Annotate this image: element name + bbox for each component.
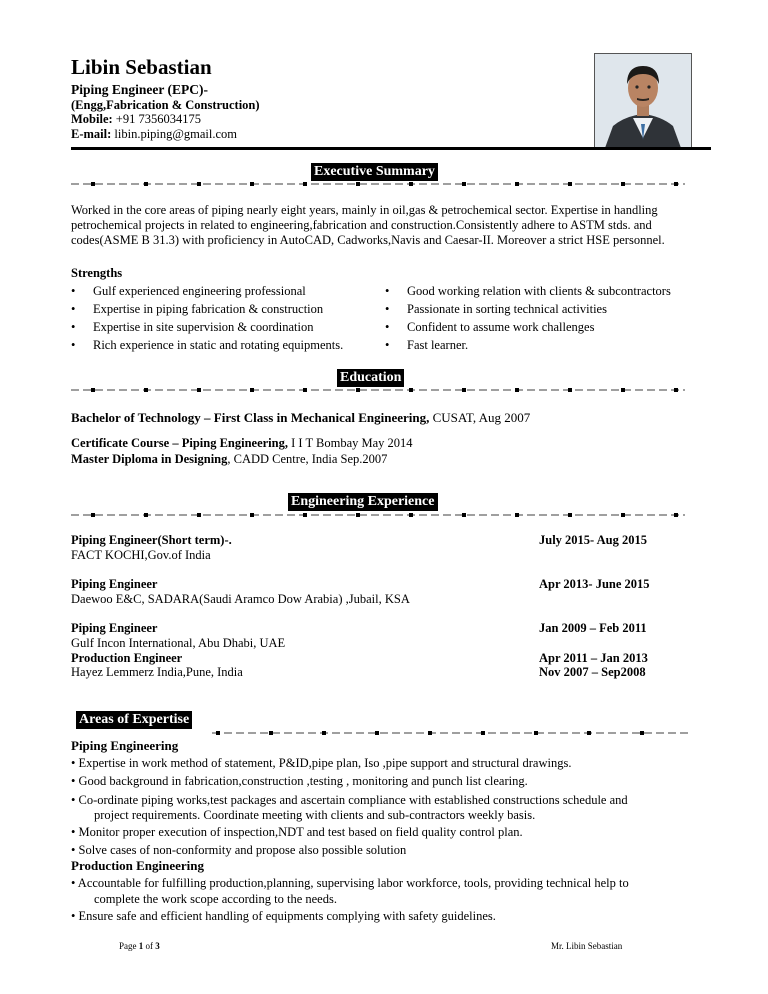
experience-role: Piping Engineer bbox=[71, 621, 158, 635]
profile-photo bbox=[594, 53, 692, 149]
list-item: • Confident to assume work challenges bbox=[385, 320, 595, 334]
education-degree: Bachelor of Technology – First Class in Mechanical Engineering, CUSAT, Aug 2007 bbox=[71, 410, 531, 425]
job-subtitle: (Engg,Fabrication & Construction) bbox=[71, 98, 260, 112]
expertise-subheading-production: Production Engineering bbox=[71, 858, 205, 873]
section-divider bbox=[71, 512, 685, 518]
section-heading-summary: Executive Summary bbox=[311, 163, 438, 181]
list-item: • Ensure safe and efficient handling of equipments complying with safety guidelines. bbox=[71, 909, 496, 923]
section-heading-experience: Engineering Experience bbox=[288, 493, 438, 511]
list-item: • Expertise in piping fabrication & construction bbox=[71, 302, 324, 316]
experience-role: Piping Engineer(Short term)-. bbox=[71, 533, 232, 547]
summary-line-2: petrochemical projects in related to engineering,fabrication and construction.Consistently adhere to ASTM stds. and bbox=[71, 218, 652, 232]
list-item-continuation: project requirements. Coordinate meeting with clients and sub-contractors weekly basis. bbox=[94, 808, 536, 822]
section-heading-education: Education bbox=[337, 369, 404, 387]
job-title: Piping Engineer (EPC)- bbox=[71, 82, 209, 97]
list-item: • Co-ordinate piping works,test packages and ascertain compliance with established constructions schedule and bbox=[71, 793, 628, 807]
header-divider bbox=[71, 147, 711, 150]
expertise-subheading-piping: Piping Engineering bbox=[71, 738, 179, 753]
email-address[interactable]: libin.piping@gmail.com bbox=[114, 127, 238, 141]
list-item: • Gulf experienced engineering professional bbox=[71, 284, 306, 298]
candidate-name: Libin Sebastian bbox=[71, 55, 212, 79]
list-item: • Rich experience in static and rotating equipments. bbox=[71, 338, 344, 352]
email-label: E-mail: bbox=[71, 127, 112, 141]
list-item: • Accountable for fulfilling production,planning, supervising labor workforce, tools, providing technical help to bbox=[71, 876, 629, 890]
experience-dates: July 2015- Aug 2015 bbox=[539, 533, 648, 547]
section-divider bbox=[212, 730, 688, 736]
list-item: • Good background in fabrication,construction ,testing , monitoring and punch list clearing. bbox=[71, 774, 528, 788]
footer-author: Mr. Libin Sebastian bbox=[551, 941, 623, 951]
list-item-continuation: complete the work scope according to the needs. bbox=[94, 892, 337, 906]
strengths-heading: Strengths bbox=[71, 266, 123, 280]
experience-org: FACT KOCHI,Gov.of India bbox=[71, 548, 211, 562]
strengths-left-list bbox=[71, 282, 343, 354]
section-divider bbox=[71, 387, 685, 393]
experience-dates: Apr 2011 – Jan 2013 bbox=[539, 651, 648, 665]
experience-role: Production Engineer bbox=[71, 651, 183, 665]
list-item: • Good working relation with clients & subcontractors bbox=[385, 284, 671, 298]
summary-line-1: Worked in the core areas of piping nearly eight years, mainly in oil,gas & petrochemical sector. Expertise in handling bbox=[71, 203, 658, 217]
summary-line-3: codes(ASME B 31.3) with proficiency in AutoCAD, Cadworks,Navis and Caesar-II. Moreover a strict HSE personnel. bbox=[71, 233, 665, 247]
education-certificate: Certificate Course – Piping Engineering, I I T Bombay May 2014 bbox=[71, 436, 413, 450]
list-item: • Fast learner. bbox=[385, 338, 469, 352]
strengths-right-list bbox=[385, 282, 671, 354]
section-divider bbox=[71, 181, 685, 187]
email-line bbox=[71, 127, 237, 142]
list-item: • Solve cases of non-conformity and propose also possible solution bbox=[71, 843, 407, 857]
mobile-line bbox=[71, 112, 201, 127]
experience-dates: Jan 2009 – Feb 2011 bbox=[539, 621, 647, 635]
list-item: • Expertise in site supervision & coordination bbox=[71, 320, 314, 334]
list-item: • Monitor proper execution of inspection,NDT and test based on field quality control plan. bbox=[71, 825, 523, 839]
list-item: • Passionate in sorting technical activities bbox=[385, 302, 607, 316]
experience-org: Daewoo E&C, SADARA(Saudi Aramco Dow Arabia) ,Jubail, KSA bbox=[71, 592, 410, 606]
list-item: • Expertise in work method of statement, P&ID,pipe plan, Iso ,pipe support and structural drawings. bbox=[71, 756, 572, 770]
experience-dates: Nov 2007 – Sep2008 bbox=[539, 665, 646, 679]
page-number: Page 1 of 3 bbox=[119, 941, 160, 951]
experience-dates: Apr 2013- June 2015 bbox=[539, 577, 650, 591]
section-heading-expertise: Areas of Expertise bbox=[76, 711, 192, 729]
education-diploma: Master Diploma in Designing, CADD Centre, India Sep.2007 bbox=[71, 452, 388, 466]
experience-org: Gulf Incon International, Abu Dhabi, UAE bbox=[71, 636, 286, 650]
experience-role: Piping Engineer bbox=[71, 577, 158, 591]
mobile-number: +91 7356034175 bbox=[115, 112, 201, 126]
mobile-label: Mobile: bbox=[71, 112, 113, 126]
experience-org: Hayez Lemmerz India,Pune, India bbox=[71, 665, 243, 679]
